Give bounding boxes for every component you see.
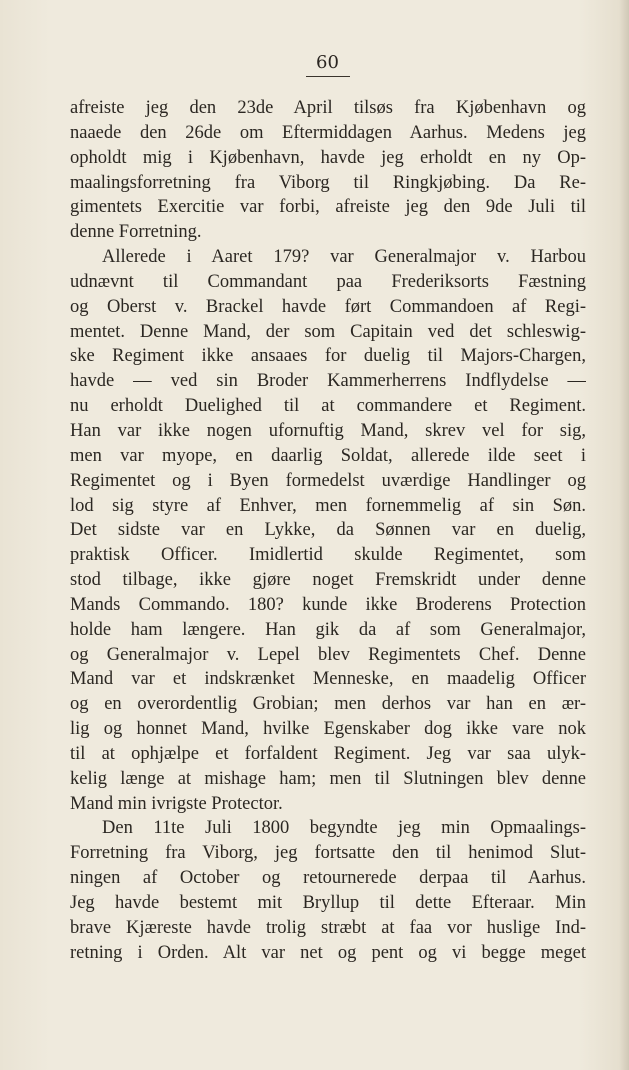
text-line: praktisk Officer. Imidlertid skulde Regimentet, som bbox=[70, 545, 586, 566]
text-line: denne Forretning. bbox=[70, 222, 202, 243]
text-line: ske Regiment ikke ansaaes for duelig til Majors-Chargen, bbox=[70, 346, 586, 367]
text-line: brave Kjæreste havde trolig stræbt at faa vor huslige Ind- bbox=[70, 917, 586, 938]
text-line: retning i Orden. Alt var net og pent og vi begge meget bbox=[70, 942, 586, 963]
text-line: Mand var et indskrænket Menneske, en maadelig Officer bbox=[70, 669, 586, 690]
text-line: og Oberst v. Brackel havde ført Commandoen af Regi- bbox=[70, 296, 586, 317]
text-line: havde — ved sin Broder Kammerherrens Indflydelse — bbox=[70, 371, 586, 392]
text-line: Jeg havde bestemt mit Bryllup til dette Efteraar. Min bbox=[70, 893, 586, 913]
text-line: udnævnt til Commandant paa Frederiksorts Fæstning bbox=[70, 271, 586, 292]
text-line: opholdt mig i Kjøbenhavn, havde jeg erholdt en ny Op- bbox=[70, 147, 586, 168]
text-line: Det sidste var en Lykke, da Sønnen var en duelig, bbox=[70, 520, 586, 541]
text-line: afreiste jeg den 23de April tilsøs fra Kjøbenhavn og bbox=[70, 98, 586, 118]
header-rule bbox=[306, 76, 350, 77]
text-line: Den 11te Juli 1800 begyndte jeg min Opmaalings- bbox=[102, 818, 586, 839]
text-line: kelig længe at mishage ham; men til Slutningen blev denne bbox=[70, 768, 586, 789]
text-line: maalingsforretning fra Viborg til Ringkjøbing. Da Re- bbox=[70, 172, 586, 193]
page-edge-shadow bbox=[619, 0, 629, 1070]
text-line: Mands Commando. 180? kunde ikke Broderens Protection bbox=[70, 594, 586, 615]
body-text bbox=[70, 96, 586, 966]
text-line: holde ham længere. Han gik da af som Generalmajor, bbox=[70, 619, 586, 640]
text-line: Han var ikke nogen ufornuftig Mand, skrev vel for sig, bbox=[70, 420, 586, 441]
text-line: lig og honnet Mand, hvilke Egenskaber dog ikke vare nok bbox=[70, 719, 586, 740]
text-line: og Generalmajor v. Lepel blev Regimentets Chef. Denne bbox=[70, 644, 586, 665]
text-line: Allerede i Aaret 179? var Generalmajor v. Harbou bbox=[102, 247, 586, 268]
text-line: til at ophjælpe et forfaldent Regiment. Jeg var saa ulyk- bbox=[70, 743, 586, 764]
text-line: lod sig styre af Enhver, men fornemmelig af sin Søn. bbox=[70, 495, 586, 516]
text-line: Mand min ivrigste Protector. bbox=[70, 793, 283, 814]
text-line: naaede den 26de om Eftermiddagen Aarhus. Medens jeg bbox=[70, 122, 586, 143]
text-line: men var myope, en daarlig Soldat, allerede ilde seet i bbox=[70, 445, 586, 466]
text-line: Forretning fra Viborg, jeg fortsatte den til henimod Slut- bbox=[70, 843, 586, 864]
text-line: og en overordentlig Grobian; men derhos var han en ær- bbox=[70, 694, 586, 715]
text-line: ningen af October og retournerede derpaa til Aarhus. bbox=[70, 868, 586, 889]
text-line: stod tilbage, ikke gjøre noget Fremskridt under denne bbox=[70, 570, 586, 591]
text-line: gimentets Exercitie var forbi, afreiste jeg den 9de Juli til bbox=[70, 197, 586, 218]
text-line: Regimentet og i Byen formedelst uværdige Handlinger og bbox=[70, 470, 586, 491]
page-number: 60 bbox=[316, 52, 339, 73]
text-line: nu erholdt Duelighed til at commandere et Regiment. bbox=[70, 396, 586, 417]
text-line: mentet. Denne Mand, der som Capitain ved det schleswig- bbox=[70, 321, 586, 342]
